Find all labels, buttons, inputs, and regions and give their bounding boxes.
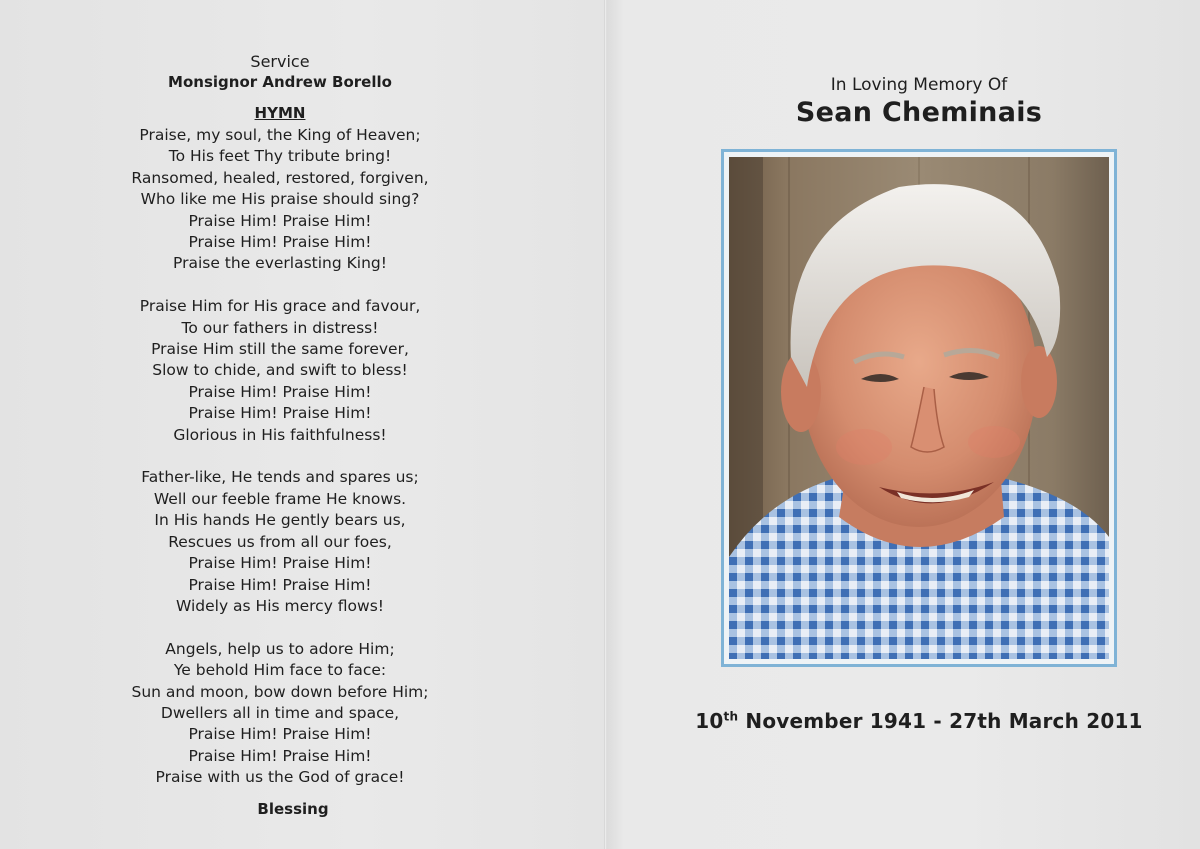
hymn-line: Slow to chide, and swift to bless! [152, 361, 408, 380]
hymn-line: Father-like, He tends and spares us; [141, 468, 419, 487]
hymn-line: Ransomed, healed, restored, forgiven, [131, 168, 429, 187]
hymn-verse [0, 125, 560, 275]
hymn-line: Glorious in His faithfulness! [173, 425, 387, 444]
service-label: Service [250, 52, 310, 71]
hymn-line: Praise Him! Praise Him! [188, 233, 372, 252]
hymn-line: Praise Him! Praise Him! [188, 404, 372, 423]
dates-rest: November 1941 - 27th March 2011 [738, 709, 1143, 733]
hymn-line: Praise the everlasting King! [173, 254, 387, 273]
hymn-line: In His hands He gently bears us, [154, 511, 406, 530]
hymn-line: Widely as His mercy flows! [175, 596, 385, 615]
portrait-photo [729, 157, 1109, 659]
hymn-verse [0, 639, 560, 789]
birth-day: 10 [695, 709, 724, 733]
hymn-line: Sun and moon, bow down before Him; [131, 682, 429, 701]
hymn-text [0, 125, 560, 810]
hymn-line: Praise Him! Praise Him! [188, 211, 372, 230]
hymn-line: Praise Him! Praise Him! [188, 746, 372, 765]
hymn-line: Praise with us the God of grace! [155, 768, 405, 787]
right-panel [606, 0, 1200, 849]
hymn-verse [0, 467, 560, 617]
hymn-line: Praise Him! Praise Him! [188, 575, 372, 594]
officiant-name: Monsignor Andrew Borello [168, 73, 392, 91]
memory-heading: In Loving Memory Of [830, 75, 1008, 95]
birth-day-suffix: th [723, 709, 739, 724]
hymn-line: Angels, help us to adore Him; [165, 639, 395, 658]
hymn-line: Praise, my soul, the King of Heaven; [139, 126, 421, 144]
hymn-line: Rescues us from all our foes, [168, 532, 392, 551]
hymn-line: To our fathers in distress! [181, 318, 379, 337]
hymn-line: Praise Him! Praise Him! [188, 382, 372, 401]
portrait-frame [721, 149, 1117, 667]
life-dates [606, 709, 1200, 733]
hymn-line: To His feet Thy tribute bring! [168, 147, 392, 166]
hymn-line: Praise Him still the same forever, [151, 340, 409, 359]
deceased-name: Sean Cheminais [795, 97, 1043, 128]
hymn-line: Ye behold Him face to face: [173, 661, 387, 680]
hymn-line: Well our feeble frame He knows. [153, 489, 407, 508]
hymn-line: Praise Him! Praise Him! [188, 725, 372, 744]
hymn-line: Dwellers all in time and space, [160, 703, 400, 722]
hymn-line: Who like me His praise should sing? [140, 190, 420, 209]
hymn-title: HYMN [254, 104, 306, 122]
hymn-line: Praise Him! Praise Him! [188, 554, 372, 573]
hymn-line: Praise Him for His grace and favour, [139, 297, 421, 316]
blessing-label: Blessing [257, 800, 329, 818]
hymn-verse [0, 296, 560, 446]
